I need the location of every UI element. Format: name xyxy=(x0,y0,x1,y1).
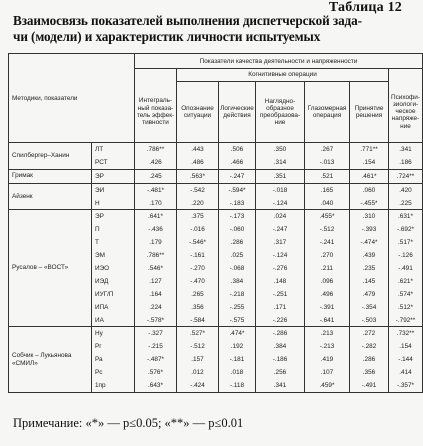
value-cell: .574* xyxy=(389,288,423,301)
value-cell: -.692* xyxy=(389,223,423,236)
value-cell: -.584 xyxy=(177,314,219,327)
value-cell: -.594* xyxy=(219,183,256,196)
value-cell: .314 xyxy=(256,156,305,169)
value-cell: .486 xyxy=(177,156,219,169)
table-row xyxy=(9,183,423,196)
value-cell: -.424 xyxy=(177,379,219,392)
method-name-cell: Гримак xyxy=(9,169,92,183)
table-number: Таблица 12 xyxy=(328,0,402,15)
value-cell: -.226 xyxy=(256,314,305,327)
value-cell: -.491 xyxy=(350,379,389,392)
value-cell: -.186 xyxy=(256,353,305,366)
value-cell: -.512 xyxy=(177,340,219,353)
value-cell: .419 xyxy=(305,353,350,366)
value-cell: .443 xyxy=(177,143,219,156)
value-cell: -.247 xyxy=(256,223,305,236)
value-cell: .018 xyxy=(219,366,256,379)
column-header: Логические действия xyxy=(219,82,256,143)
value-cell: -.470 xyxy=(177,275,219,288)
value-cell: .025 xyxy=(219,249,256,262)
value-cell: .546* xyxy=(135,262,177,275)
indicator-cell: ИЭД xyxy=(92,275,135,288)
indicator-cell: Н xyxy=(92,197,135,210)
value-cell: -.327 xyxy=(135,327,177,340)
value-cell: -.013 xyxy=(305,156,350,169)
value-cell: -.546* xyxy=(177,236,219,249)
value-cell: .154 xyxy=(389,340,423,353)
value-cell: -.575 xyxy=(219,314,256,327)
value-cell: .170 xyxy=(135,197,177,210)
value-cell: -.512 xyxy=(305,223,350,236)
value-cell: .631* xyxy=(389,210,423,223)
value-cell: -.218 xyxy=(219,288,256,301)
indicator-cell: ИЭО xyxy=(92,262,135,275)
value-cell: -.144 xyxy=(389,353,423,366)
value-cell: -.491 xyxy=(389,262,423,275)
value-cell: .356 xyxy=(350,366,389,379)
value-cell: -.481* xyxy=(135,183,177,196)
value-cell: -.016 xyxy=(177,223,219,236)
value-cell: -.124 xyxy=(256,197,305,210)
value-cell: .127 xyxy=(135,275,177,288)
column-header-spacer xyxy=(135,69,177,82)
value-cell: .286 xyxy=(350,353,389,366)
indicator-cell: Ра xyxy=(92,353,135,366)
value-cell: .786** xyxy=(135,143,177,156)
value-cell: -.215 xyxy=(135,340,177,353)
table-row xyxy=(9,169,423,183)
value-cell: -.455* xyxy=(350,197,389,210)
value-cell: .466 xyxy=(219,156,256,169)
value-cell: .521 xyxy=(305,169,350,183)
method-name-cell: Русалов – «ВОСТ» xyxy=(9,210,92,327)
value-cell: .171 xyxy=(256,301,305,314)
value-cell: -.173 xyxy=(219,210,256,223)
value-cell: -.503 xyxy=(350,314,389,327)
indicator-cell: РСТ xyxy=(92,156,135,169)
method-name-cell: Собчик – Лукьянова «СМИЛ» xyxy=(9,327,92,392)
value-cell: -.247 xyxy=(219,169,256,183)
value-cell: .375 xyxy=(177,210,219,223)
indicator-cell: ЭР xyxy=(92,169,135,183)
value-cell: .107 xyxy=(305,366,350,379)
data-table xyxy=(8,53,423,393)
value-cell: .621* xyxy=(389,275,423,288)
quality-group-header: Показатели качества деятельности и напряженности xyxy=(135,54,423,69)
value-cell: .351 xyxy=(256,169,305,183)
value-cell: .496 xyxy=(305,288,350,301)
table-title xyxy=(13,13,403,45)
value-cell: .426 xyxy=(135,156,177,169)
value-cell: -.391 xyxy=(305,301,350,314)
value-cell: .096 xyxy=(305,275,350,288)
value-cell: .179 xyxy=(135,236,177,249)
column-header: Глазомерная операция xyxy=(305,82,350,143)
indicator-cell: ЭР xyxy=(92,210,135,223)
title-line: Взаимосвязь показателей выполнения диспетчерской зада- xyxy=(13,13,362,28)
value-cell: .786** xyxy=(135,249,177,262)
value-cell: -.124 xyxy=(256,249,305,262)
value-cell: -.213 xyxy=(305,340,350,353)
table-row xyxy=(9,210,423,223)
value-cell: .224 xyxy=(135,301,177,314)
value-cell: .211 xyxy=(305,262,350,275)
indicator-cell: ЭМ xyxy=(92,249,135,262)
indicator-cell: ЛТ xyxy=(92,143,135,156)
value-cell: .461* xyxy=(350,169,389,183)
data-table-wrapper xyxy=(8,53,420,400)
value-cell: .154 xyxy=(350,156,389,169)
value-cell: -.286 xyxy=(256,327,305,340)
column-header: Принятие решения xyxy=(350,82,389,143)
value-cell: .479 xyxy=(350,288,389,301)
value-cell: -.118 xyxy=(219,379,256,392)
value-cell: .192 xyxy=(219,340,256,353)
value-cell: .148 xyxy=(256,275,305,288)
value-cell: .771** xyxy=(350,143,389,156)
value-cell: -.018 xyxy=(256,183,305,196)
value-cell: -.255 xyxy=(219,301,256,314)
indicator-cell: ИПА xyxy=(92,301,135,314)
value-cell: .317 xyxy=(256,236,305,249)
value-cell: .060 xyxy=(350,183,389,196)
table-row xyxy=(9,327,423,340)
value-cell: .012 xyxy=(177,366,219,379)
column-header: Интеграль-ный показа-тель эффек-тивности xyxy=(135,82,177,143)
value-cell: -.251 xyxy=(256,288,305,301)
method-column-header: Методики, показатели xyxy=(9,54,135,143)
value-cell: -.354 xyxy=(350,301,389,314)
column-header-spacer xyxy=(389,69,423,82)
value-cell: .341 xyxy=(256,379,305,392)
value-cell: .235 xyxy=(350,262,389,275)
value-cell: -.282 xyxy=(350,340,389,353)
value-cell: -.270 xyxy=(177,262,219,275)
indicator-cell: ИУГ/П xyxy=(92,288,135,301)
column-header: Психофи-зиологи-ческое напряже-ние xyxy=(389,82,423,143)
value-cell: .506 xyxy=(219,143,256,156)
value-cell: .245 xyxy=(135,169,177,183)
value-cell: -.181 xyxy=(219,353,256,366)
value-cell: .256 xyxy=(256,366,305,379)
value-cell: .213 xyxy=(305,327,350,340)
method-name-cell: Спилбергер–Ханин xyxy=(9,143,92,170)
value-cell: .414 xyxy=(389,366,423,379)
value-cell: .341 xyxy=(389,143,423,156)
value-cell: .384 xyxy=(256,340,305,353)
value-cell: -.357* xyxy=(389,379,423,392)
value-cell: -.792** xyxy=(389,314,423,327)
value-cell: .220 xyxy=(177,197,219,210)
value-cell: -.183 xyxy=(219,197,256,210)
cognitive-group-header: Когнитивные операции xyxy=(177,69,389,82)
value-cell: -.060 xyxy=(219,223,256,236)
value-cell: -.487* xyxy=(135,353,177,366)
value-cell: .641* xyxy=(135,210,177,223)
value-cell: .310 xyxy=(350,210,389,223)
value-cell: .225 xyxy=(389,197,423,210)
value-cell: .384 xyxy=(219,275,256,288)
value-cell: .459* xyxy=(305,379,350,392)
column-header: Опознание ситуации xyxy=(177,82,219,143)
indicator-cell: ЭИ xyxy=(92,183,135,196)
value-cell: .356 xyxy=(177,301,219,314)
value-cell: .455* xyxy=(305,210,350,223)
indicator-cell: Т xyxy=(92,236,135,249)
value-cell: -.241 xyxy=(305,236,350,249)
value-cell: .145 xyxy=(350,275,389,288)
indicator-cell: Рс xyxy=(92,366,135,379)
value-cell: .420 xyxy=(389,183,423,196)
value-cell: .724** xyxy=(389,169,423,183)
value-cell: .040 xyxy=(305,197,350,210)
value-cell: .563* xyxy=(177,169,219,183)
value-cell: .157 xyxy=(177,353,219,366)
value-cell: .517* xyxy=(389,236,423,249)
value-cell: .024 xyxy=(256,210,305,223)
indicator-cell: 1пр xyxy=(92,379,135,392)
value-cell: .576* xyxy=(135,366,177,379)
value-cell: -.578* xyxy=(135,314,177,327)
value-cell: .527* xyxy=(177,327,219,340)
value-cell: -.161 xyxy=(177,249,219,262)
value-cell: .643* xyxy=(135,379,177,392)
value-cell: -.126 xyxy=(389,249,423,262)
value-cell: -.641 xyxy=(305,314,350,327)
indicator-cell: П xyxy=(92,223,135,236)
value-cell: .272 xyxy=(350,327,389,340)
title-line: чи (модели) и характеристик личности испытуемых xyxy=(13,29,321,44)
table-body xyxy=(9,143,423,393)
value-cell: -.276 xyxy=(256,262,305,275)
value-cell: .439 xyxy=(350,249,389,262)
indicator-cell: Ну xyxy=(92,327,135,340)
value-cell: -.474* xyxy=(350,236,389,249)
value-cell: -.436 xyxy=(135,223,177,236)
value-cell: -.393 xyxy=(350,223,389,236)
value-cell: .270 xyxy=(305,249,350,262)
value-cell: .164 xyxy=(135,288,177,301)
value-cell: .732** xyxy=(389,327,423,340)
indicator-cell: ИА xyxy=(92,314,135,327)
table-row xyxy=(9,143,423,156)
value-cell: .512* xyxy=(389,301,423,314)
value-cell: .165 xyxy=(305,183,350,196)
value-cell: .186 xyxy=(389,156,423,169)
column-header: Наглядно-образное преобразова-ние xyxy=(256,82,305,143)
method-name-cell: Айзенк xyxy=(9,183,92,210)
table-note: Примечание: «*» — p≤0.05; «**» — p≤0.01 xyxy=(13,416,244,430)
value-cell: .286 xyxy=(219,236,256,249)
value-cell: .267 xyxy=(305,143,350,156)
indicator-cell: Рг xyxy=(92,340,135,353)
value-cell: -.542 xyxy=(177,183,219,196)
value-cell: -.068 xyxy=(219,262,256,275)
value-cell: .474* xyxy=(219,327,256,340)
value-cell: .350 xyxy=(256,143,305,156)
value-cell: .265 xyxy=(177,288,219,301)
